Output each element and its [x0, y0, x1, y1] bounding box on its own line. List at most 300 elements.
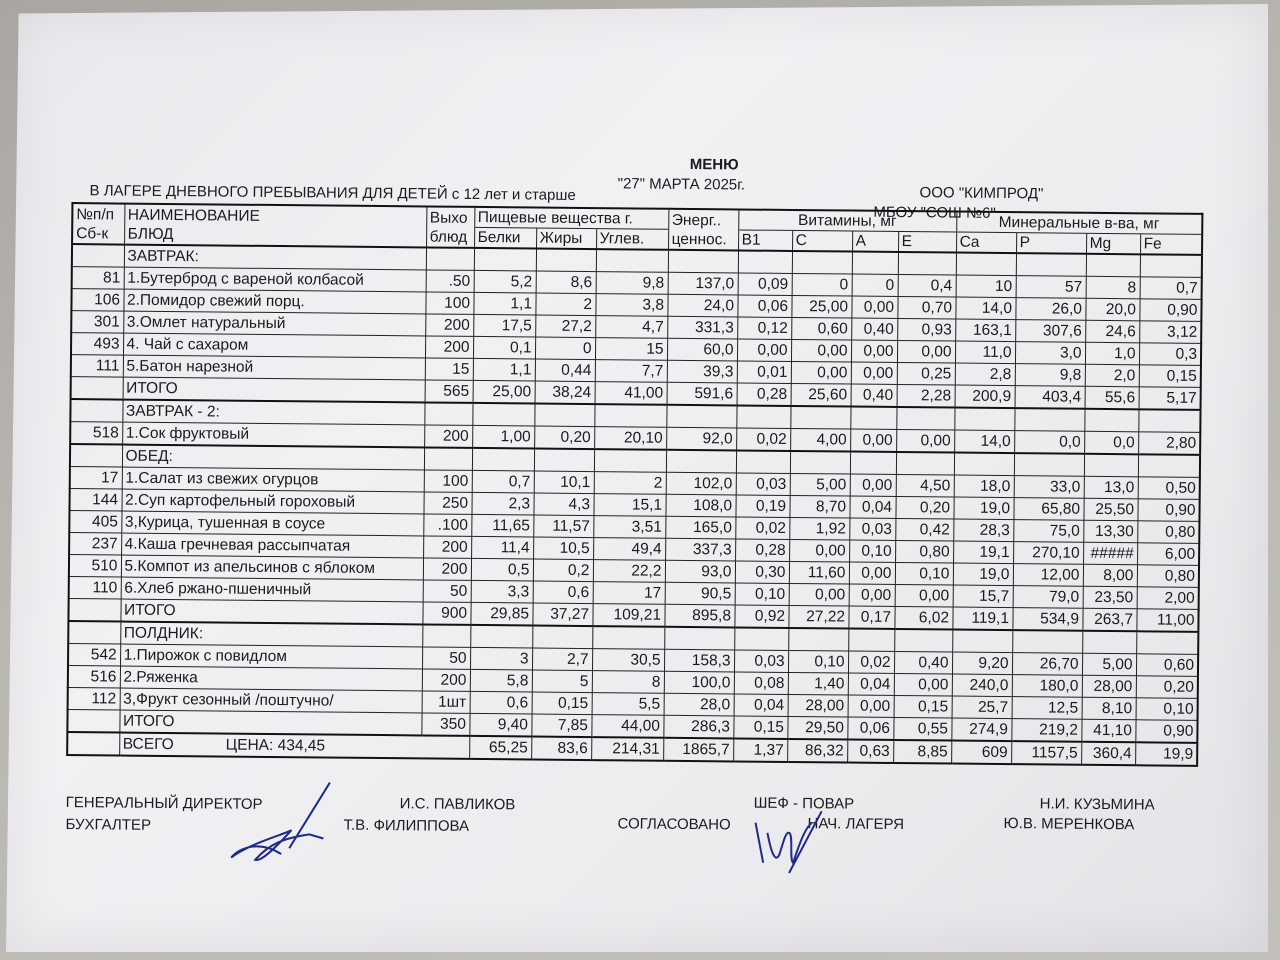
table-cell: 2: [535, 293, 595, 316]
table-cell: 510: [69, 555, 121, 577]
table-cell: 237: [69, 533, 121, 555]
section-empty-cell: [738, 250, 792, 273]
table-cell: 15,1: [593, 494, 665, 517]
table-cell: 11,57: [533, 515, 593, 538]
table-cell: 0,12: [737, 317, 791, 340]
table-cell: 3,51: [593, 516, 665, 539]
table-cell: 1,1: [473, 292, 535, 315]
table-cell: 0,3: [1139, 343, 1201, 366]
total-cell: 7,85: [531, 714, 591, 737]
table-cell: 25,00: [791, 295, 851, 318]
section-empty-cell: [1140, 254, 1202, 277]
table-cell: 7,7: [595, 360, 667, 383]
total-cell: 403,4: [1015, 386, 1085, 409]
table-cell: 4,3: [533, 493, 593, 516]
section-empty-cell: [736, 405, 790, 428]
table-cell: 50: [423, 580, 471, 602]
grand-total-cell: 214,31: [591, 737, 663, 761]
table-cell: 0,15: [532, 692, 592, 715]
section-empty-cell: [790, 451, 850, 474]
table-cell: 516: [68, 666, 120, 688]
table-cell: 405: [69, 511, 121, 533]
total-cell: 0,40: [851, 384, 897, 407]
table-cell: 0,6: [533, 581, 593, 604]
table-cell: 57: [1016, 276, 1086, 299]
table-cell: 0,80: [1137, 521, 1199, 544]
total-cell: 200,9: [955, 385, 1015, 408]
table-cell: 1,1: [473, 358, 535, 381]
table-cell: 3,Фрукт сезонный /поштучно/: [120, 688, 422, 713]
table-cell: 5,00: [790, 473, 850, 496]
section-empty-cell: [474, 248, 536, 271]
table-cell: 14,0: [954, 430, 1014, 453]
total-cell: 29,85: [470, 602, 532, 625]
table-cell: 1.Сок фруктовый: [122, 422, 424, 447]
total-cell: 27,22: [788, 605, 848, 628]
table-cell: 100: [424, 470, 472, 492]
director-name: И.С. ПАВЛИКОВ: [399, 795, 516, 814]
table-cell: 0,20: [1136, 676, 1198, 699]
section-empty-cell: [848, 629, 894, 652]
table-cell: 0,90: [1137, 499, 1199, 522]
col-num-line2: Сб-к: [76, 224, 109, 242]
table-cell: 0,10: [849, 540, 895, 562]
table-cell: 2,3: [471, 492, 533, 515]
col-mg: Mg: [1087, 234, 1141, 254]
grand-total-cell: 1157,5: [1011, 741, 1081, 765]
table-cell: 0,2: [533, 559, 593, 582]
table-cell: 17,5: [473, 314, 535, 337]
table-cell: 18,0: [954, 475, 1014, 498]
table-cell: 158,3: [664, 649, 734, 672]
total-cell: 2,28: [897, 384, 955, 407]
table-cell: 137,0: [668, 272, 738, 295]
accountant-name: Т.В. ФИЛИППОВА: [343, 816, 470, 835]
col-yield-line1: Выхо: [429, 208, 468, 227]
table-cell: 518: [70, 422, 122, 445]
section-empty-cell: [424, 447, 472, 470]
table-cell: 1.Салат из свежих огурцов: [122, 467, 424, 492]
col-vitamins-label: Витамины, мг: [739, 210, 956, 232]
table-cell: 0,93: [897, 318, 955, 341]
grand-total-cell: 8,85: [893, 740, 951, 764]
col-c: C: [793, 231, 853, 251]
grand-total-label: ВСЕГО: [122, 735, 174, 754]
section-empty-cell: [1012, 630, 1082, 653]
table-cell: 8,10: [1082, 697, 1136, 720]
section-empty-cell: [792, 251, 852, 274]
section-title: ПОЛДНИК:: [120, 622, 422, 647]
section-empty-cell: [896, 407, 954, 430]
table-cell: 2.Ряженка: [120, 666, 422, 691]
table-cell: 2.Суп картофельный гороховый: [121, 489, 423, 514]
table-cell: 200: [422, 669, 470, 691]
section-empty-cell: [424, 402, 472, 425]
section-empty-cell: [472, 403, 534, 426]
table-cell: 5,2: [474, 270, 536, 293]
section-empty-cell: [1016, 253, 1086, 276]
chef-name: Н.И. КУЗЬМИНА: [1039, 795, 1155, 814]
table-cell: 0,10: [788, 650, 848, 673]
table-cell: 26,70: [1012, 653, 1082, 676]
table-cell: 0,7: [1140, 277, 1202, 300]
total-cell: 286,3: [663, 715, 733, 738]
table-cell: 20,0: [1085, 298, 1139, 321]
total-cell: 0,55: [893, 717, 951, 740]
grand-total-cell: 1,37: [733, 738, 787, 762]
table-cell: 100,0: [664, 671, 734, 694]
total-cell: 895,8: [664, 604, 734, 627]
col-header-num: [72, 203, 124, 244]
table-cell: 0,00: [850, 429, 896, 452]
camp-head-name: Ю.В. МЕРЕНКОВА: [1003, 815, 1135, 834]
table-cell: 3,3: [471, 580, 533, 603]
col-fe: Fe: [1143, 235, 1162, 253]
table-cell: 50: [422, 647, 470, 669]
table-cell: 33,0: [1014, 476, 1084, 499]
table-cell: 0,20: [895, 496, 953, 519]
grand-total-label-cell: [119, 733, 469, 759]
table-cell: 10: [956, 275, 1016, 298]
total-cell: 0,15: [733, 716, 787, 739]
section-empty-cell: [426, 247, 474, 270]
section-empty-cell: [422, 624, 470, 647]
section-empty-cell: [596, 249, 668, 272]
table-cell: 0,60: [791, 317, 851, 340]
table-cell: 1,92: [789, 517, 849, 540]
section-empty-cell: [734, 627, 788, 650]
col-ca: Ca: [957, 233, 1017, 253]
table-cell: 200: [425, 314, 473, 336]
table-cell: 11,65: [471, 514, 533, 537]
section-empty-cell: [592, 626, 664, 649]
total-cell: 0,28: [737, 383, 791, 406]
camp-head-title: НАЧ. ЛАГЕРЯ: [807, 815, 905, 834]
table-cell: 144: [70, 489, 122, 511]
table-cell: 0,00: [791, 339, 851, 362]
table-cell: 0,15: [894, 695, 952, 718]
table-cell: 0,20: [534, 426, 594, 449]
table-cell: 0,50: [1138, 477, 1200, 500]
section-title: ОБЕД:: [122, 445, 424, 470]
table-cell: 0,03: [849, 518, 895, 540]
table-cell: 0,02: [735, 517, 789, 540]
table-cell: 93,0: [665, 560, 735, 583]
table-cell: 2,8: [955, 363, 1015, 386]
section-empty-cell: [472, 448, 534, 471]
section-title: ЗАВТРАК:: [124, 245, 426, 270]
table-cell: 8,70: [789, 495, 849, 518]
table-cell: 25,50: [1083, 498, 1137, 521]
total-cell: 25,60: [791, 383, 851, 406]
table-cell: 5.Батон нарезной: [123, 355, 425, 380]
grand-total-price: ЦЕНА: 434,45: [225, 736, 326, 755]
table-cell: 17: [593, 582, 665, 605]
col-e: E: [901, 233, 913, 251]
col-nutrients-label: Пищевые вещества г.: [475, 208, 668, 230]
table-cell: 0,80: [1137, 565, 1199, 588]
grand-total-cell: 1865,7: [663, 738, 733, 762]
director-signature-icon: [219, 778, 350, 869]
school-name: МБОУ "СОШ №6": [873, 203, 996, 222]
section-empty-cell: [896, 452, 954, 475]
table-cell: 0,09: [738, 273, 792, 296]
total-cell: 6,02: [894, 606, 952, 629]
total-cell: 109,21: [592, 604, 664, 627]
table-cell: 8: [592, 671, 664, 694]
col-p: P: [1017, 233, 1087, 253]
table-cell: 1.Пирожок с повидлом: [120, 644, 422, 669]
col-header-name: [124, 204, 426, 248]
table-cell: 4. Чай с сахаром: [123, 333, 425, 358]
col-name-line2: БЛЮД: [127, 225, 174, 243]
table-cell: 5.Компот из апельсинов с яблоком: [121, 555, 423, 580]
section-empty-cell: [850, 452, 896, 475]
section-empty-cell: [952, 630, 1012, 653]
section-empty-cell: [898, 252, 956, 275]
section-empty-cell: [736, 450, 790, 473]
col-header-nutrients: [474, 207, 668, 250]
grand-total-cell: 19,9: [1135, 742, 1197, 766]
table-cell: 102,0: [666, 472, 736, 495]
section-empty-cell: [1138, 409, 1200, 432]
table-cell: 4.Каша гречневая рассыпчатая: [121, 533, 423, 558]
table-cell: 0,02: [848, 651, 894, 673]
table-cell: 3.Омлет натуральный: [123, 311, 425, 336]
table-cell: 5: [532, 670, 592, 693]
total-cell: 37,27: [532, 603, 592, 626]
table-cell: 2: [594, 472, 666, 495]
table-cell: 1,0: [1085, 342, 1139, 365]
section-empty-cell: [790, 406, 850, 429]
table-cell: 301: [71, 311, 123, 333]
table-cell: 60,0: [667, 338, 737, 361]
section-empty-cell: [1082, 631, 1136, 654]
total-cell: 29,50: [787, 716, 847, 739]
table-cell: 240,0: [952, 674, 1012, 697]
table-cell: 1.Бутерброд с вареной колбасой: [124, 267, 426, 292]
table-cell: 0,00: [895, 584, 953, 607]
doc-date: "27" МАРТА 2025г.: [617, 175, 746, 194]
table-cell: 200: [423, 558, 471, 580]
col-minerals-label: Минеральные в-ва, мг: [957, 213, 1202, 235]
table-cell: 27,2: [535, 315, 595, 338]
section-num-cell: [68, 621, 120, 644]
table-cell: 0,00: [851, 362, 897, 384]
section-empty-cell: [850, 407, 896, 430]
table-cell: 0,25: [897, 362, 955, 385]
table-cell: 15: [425, 358, 473, 380]
table-cell: 250: [423, 492, 471, 514]
table-cell: 0,0: [1014, 431, 1084, 454]
table-cell: 3: [470, 647, 532, 670]
table-cell: 75,0: [1013, 520, 1083, 543]
section-empty-cell: [666, 405, 736, 428]
table-cell: 0,02: [736, 428, 790, 451]
table-cell: 0: [852, 274, 898, 296]
table-cell: 0,15: [1139, 365, 1201, 388]
table-cell: 200: [424, 425, 472, 448]
table-cell: 20,10: [594, 427, 666, 450]
table-cell: 24,0: [667, 294, 737, 317]
table-cell: 0,80: [895, 540, 953, 563]
grand-total-cell: 83,6: [531, 736, 591, 760]
section-empty-cell: [1084, 409, 1138, 432]
table-cell: 0,00: [894, 673, 952, 696]
table-cell: 0,28: [735, 539, 789, 562]
table-cell: 0: [792, 273, 852, 296]
total-cell: 41,10: [1081, 719, 1135, 742]
section-empty-cell: [532, 625, 592, 648]
table-cell: 110: [69, 577, 121, 599]
table-cell: 4,50: [896, 474, 954, 497]
table-cell: 0,5: [471, 558, 533, 581]
section-empty-cell: [536, 249, 596, 272]
section-empty-cell: [954, 408, 1014, 431]
table-cell: 0,90: [1139, 299, 1201, 322]
table-cell: 1,00: [472, 425, 534, 448]
col-header-energy: [668, 209, 738, 251]
section-empty-cell: [1014, 408, 1084, 431]
table-cell: 0,0: [1084, 431, 1138, 454]
table-cell: 0,00: [791, 361, 851, 384]
total-cell: [71, 377, 123, 400]
col-a: A: [853, 232, 899, 251]
table-cell: 0,42: [895, 518, 953, 541]
table-cell: 49,4: [593, 538, 665, 561]
table-cell: 8,6: [536, 271, 596, 294]
total-cell: 219,2: [1011, 719, 1081, 742]
table-cell: 0,40: [894, 651, 952, 674]
section-empty-cell: [1014, 453, 1084, 476]
total-cell: 565: [425, 380, 473, 403]
section-num-cell: [72, 244, 124, 267]
grand-total-num-cell: [67, 732, 119, 755]
table-cell: 1шт: [422, 691, 470, 713]
table-cell: 23,50: [1083, 586, 1137, 609]
section-empty-cell: [666, 450, 736, 473]
col-protein: Белки: [475, 228, 537, 248]
table-cell: 12,5: [1012, 697, 1082, 720]
section-empty-cell: [664, 627, 734, 650]
section-empty-cell: [852, 252, 898, 275]
director-title: ГЕНЕРАЛЬНЫЙ ДИРЕКТОР: [65, 794, 263, 813]
table-cell: 28,3: [953, 519, 1013, 542]
table-cell: 0,00: [896, 429, 954, 452]
table-cell: 4,00: [790, 428, 850, 451]
col-b1: B1: [739, 230, 793, 250]
table-cell: 28,00: [788, 694, 848, 717]
total-cell: 44,00: [591, 715, 663, 738]
table-cell: 3,8: [595, 294, 667, 317]
table-cell: 13,30: [1083, 520, 1137, 543]
col-header-minerals: [956, 212, 1202, 255]
table-cell: 2,7: [532, 648, 592, 671]
table-cell: 28,0: [664, 693, 734, 716]
grand-total-cell: 609: [951, 741, 1011, 765]
table-cell: 90,5: [665, 582, 735, 605]
table-cell: 5,8: [470, 669, 532, 692]
table-cell: 0,00: [849, 562, 895, 584]
table-cell: 0,10: [1136, 698, 1198, 721]
total-cell: ИТОГО: [119, 710, 421, 735]
grand-total-cell: 86,32: [787, 739, 847, 763]
col-header-vitamins: [738, 209, 956, 252]
col-energy-line1: Энерг..: [671, 211, 722, 229]
table-cell: 26,0: [1015, 298, 1085, 321]
total-cell: 119,1: [952, 607, 1012, 630]
grand-total-cell: 360,4: [1081, 742, 1135, 766]
total-cell: 0,06: [847, 717, 893, 740]
total-cell: 0,90: [1135, 720, 1197, 743]
table-cell: 30,5: [592, 649, 664, 672]
section-empty-cell: [594, 404, 666, 427]
section-empty-cell: [594, 449, 666, 472]
col-carbs: Углев.: [599, 230, 645, 248]
table-cell: 10,1: [534, 471, 594, 494]
table-cell: 3,12: [1139, 321, 1201, 344]
table-cell: 39,3: [667, 360, 737, 383]
table-cell: 111: [71, 355, 123, 377]
table-cell: 2,0: [1085, 364, 1139, 387]
table-cell: .50: [426, 270, 474, 292]
table-cell: 0,7: [472, 470, 534, 493]
section-empty-cell: [1086, 254, 1140, 277]
table-cell: 8,00: [1083, 564, 1137, 587]
table-cell: 0,00: [897, 340, 955, 363]
table-cell: 0,6: [470, 691, 532, 714]
grand-total-cell: 0,63: [847, 740, 893, 763]
table-cell: 0,08: [734, 672, 788, 695]
agreed-label: СОГЛАСОВАНО: [617, 815, 731, 834]
section-num-cell: [70, 399, 122, 422]
table-cell: 11,4: [471, 536, 533, 559]
table-cell: 6.Хлеб ржано-пшеничный: [121, 577, 423, 602]
table-cell: 14,0: [955, 297, 1015, 320]
doc-subtitle: В ЛАГЕРЕ ДНЕВНОГО ПРЕБЫВАНИЯ ДЛЯ ДЕТЕЙ с 12 лет и старше: [89, 182, 576, 204]
table-cell: 9,20: [952, 652, 1012, 675]
table-cell: 0,00: [850, 474, 896, 496]
table-cell: 542: [68, 644, 120, 666]
table-cell: 2,00: [1137, 587, 1199, 610]
table-cell: 0,00: [849, 584, 895, 606]
table-cell: 0,01: [737, 361, 791, 384]
table-cell: 11,0: [955, 341, 1015, 364]
col-header-yield: [426, 206, 474, 247]
table-cell: 200: [423, 536, 471, 558]
table-cell: 9,8: [596, 272, 668, 295]
table-cell: 0,00: [848, 695, 894, 717]
table-cell: 17: [70, 467, 122, 489]
total-cell: 591,6: [667, 382, 737, 405]
section-empty-cell: [954, 453, 1014, 476]
accountant-title: БУХГАЛТЕР: [65, 816, 152, 834]
table-cell: 0,10: [895, 562, 953, 585]
section-empty-cell: [788, 628, 848, 651]
total-cell: ИТОГО: [120, 599, 422, 624]
table-cell: 3,0: [1015, 342, 1085, 365]
table-cell: 6,00: [1137, 543, 1199, 566]
table-cell: 11,60: [789, 561, 849, 584]
table-cell: 0,04: [848, 673, 894, 695]
table-cell: 180,0: [1012, 675, 1082, 698]
total-cell: [67, 710, 119, 733]
table-cell: 81: [72, 267, 124, 289]
table-cell: 10,5: [533, 537, 593, 560]
table-cell: 0,70: [897, 296, 955, 319]
total-cell: 900: [422, 602, 470, 625]
chef-title: ШЕФ - ПОВАР: [753, 794, 855, 813]
